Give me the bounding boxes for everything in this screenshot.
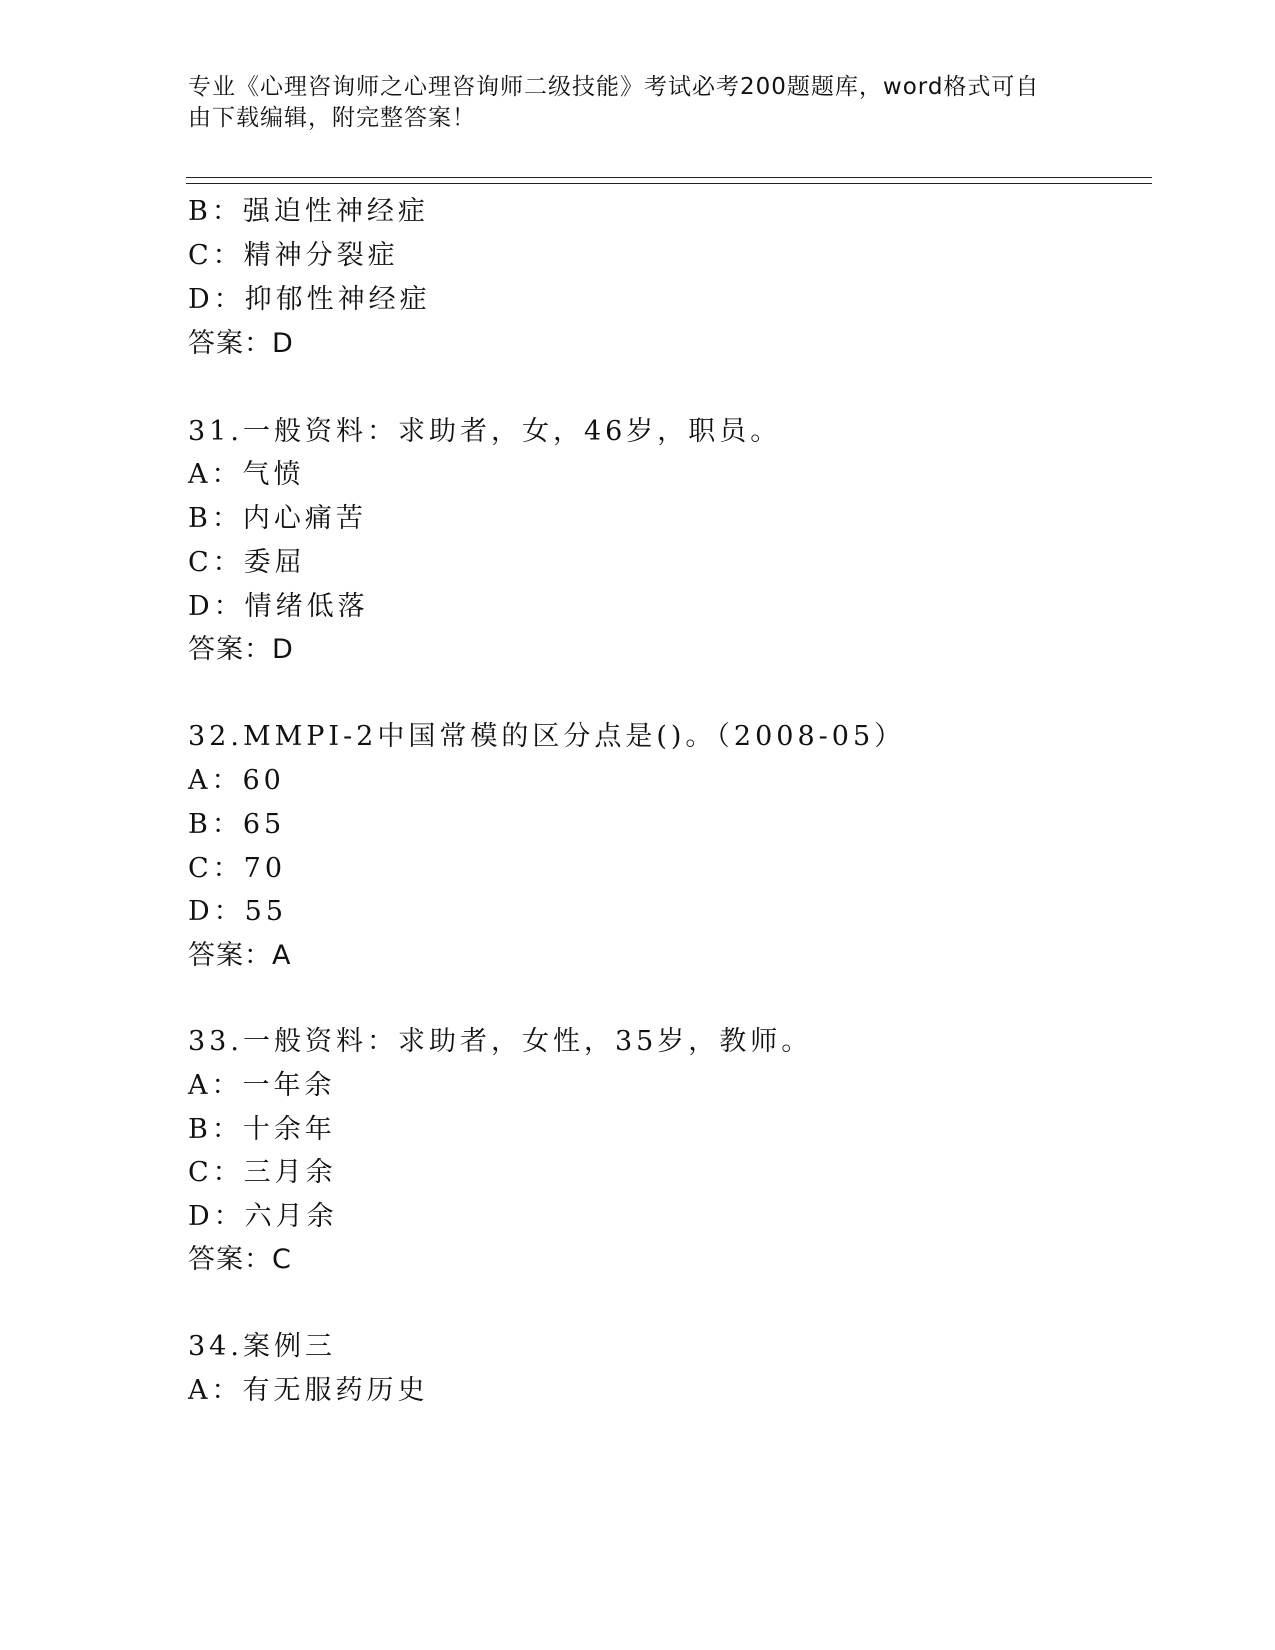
q32-option-c: C：70 bbox=[188, 853, 287, 884]
q30-answer: 答案：D bbox=[188, 328, 294, 359]
q32-option-a: A：60 bbox=[188, 765, 285, 796]
q31-option-d: D：情绪低落 bbox=[188, 591, 369, 622]
q32-option-b: B：65 bbox=[188, 809, 286, 840]
q34-option-a: A：有无服药历史 bbox=[188, 1375, 429, 1406]
header-divider-bottom bbox=[186, 183, 1152, 184]
q32-title: 32.MMPI-2中国常模的区分点是()。（2008-05） bbox=[188, 721, 906, 752]
q31-option-c: C：委屈 bbox=[188, 547, 306, 578]
q34-title: 34.案例三 bbox=[188, 1331, 336, 1362]
document-header bbox=[188, 72, 1068, 134]
q31-option-b: B：内心痛苦 bbox=[188, 503, 367, 534]
q33-option-b: B：十余年 bbox=[188, 1114, 336, 1145]
q30-option-d: D：抑郁性神经症 bbox=[188, 284, 431, 315]
q33-option-c: C：三月余 bbox=[188, 1157, 337, 1188]
q33-option-d: D：六月余 bbox=[188, 1201, 338, 1232]
header-divider-top bbox=[186, 177, 1152, 178]
q30-option-b: B：强迫性神经症 bbox=[188, 196, 429, 227]
q31-option-a: A：气愤 bbox=[188, 459, 305, 490]
q33-title: 33.一般资料：求助者，女性，35岁，教师。 bbox=[188, 1026, 813, 1057]
q33-option-a: A：一年余 bbox=[188, 1070, 336, 1101]
q33-answer: 答案：C bbox=[188, 1244, 292, 1275]
header-line-1: 专业《心理咨询师之心理咨询师二级技能》考试必考200题题库，word格式可自 bbox=[188, 74, 1040, 100]
q32-option-d: D：55 bbox=[188, 896, 288, 927]
q32-answer: 答案：A bbox=[188, 940, 292, 971]
q31-title: 31.一般资料：求助者，女，46岁，职员。 bbox=[188, 416, 782, 447]
q30-option-c: C：精神分裂症 bbox=[188, 240, 399, 271]
q31-answer: 答案：D bbox=[188, 634, 294, 665]
header-line-2: 由下载编辑，附完整答案！ bbox=[188, 105, 476, 131]
